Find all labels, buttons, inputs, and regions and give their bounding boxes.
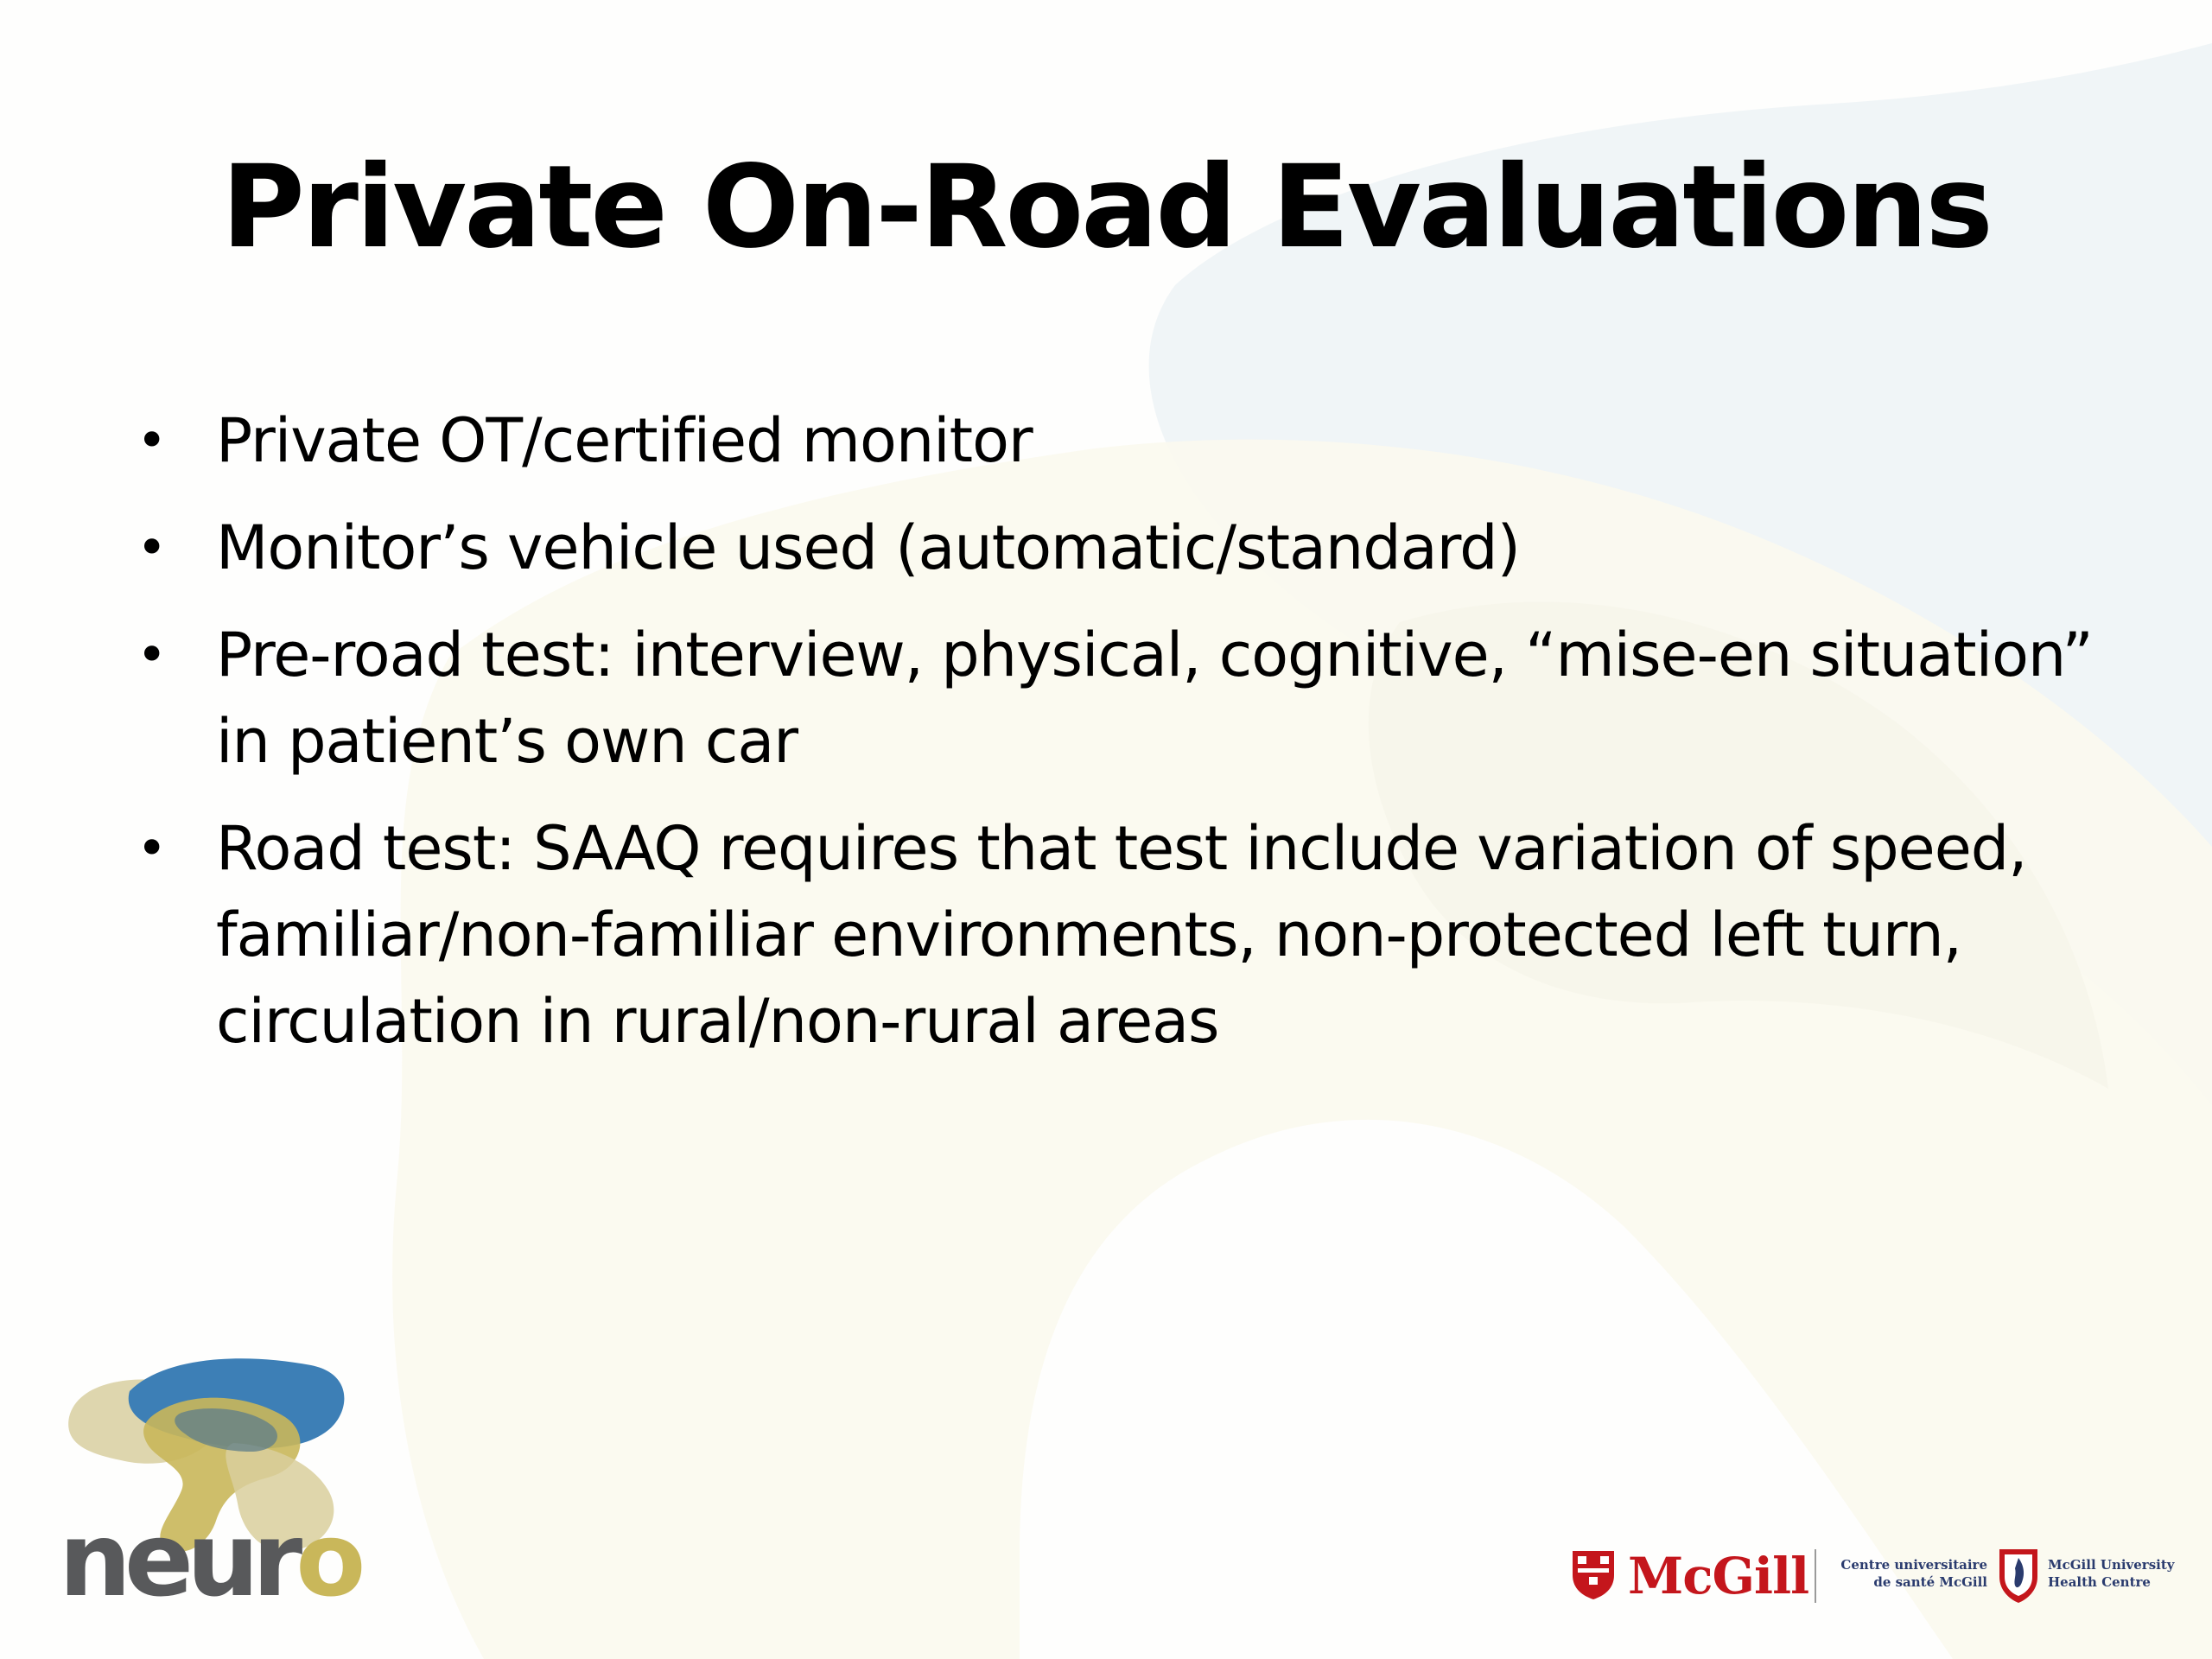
bullet-text: Pre-road test: interview, physical, cognitive, “mise-en situation” in patient’s own car bbox=[216, 620, 2093, 777]
mcgill-logos bbox=[1564, 1542, 2175, 1611]
muhc-emblem-icon bbox=[1996, 1546, 2041, 1605]
bullet-item bbox=[130, 805, 2100, 1065]
bullet-list bbox=[130, 397, 2100, 1085]
neuro-logo-text: neuro bbox=[59, 1500, 359, 1619]
logo-divider bbox=[1815, 1549, 1816, 1603]
bullet-text: Monitor’s vehicle used (automatic/standard) bbox=[216, 512, 1520, 583]
mcgill-shield-icon bbox=[1571, 1549, 1616, 1601]
bullet-item bbox=[130, 612, 2100, 785]
bullet-text: Road test: SAAQ requires that test include variation of speed, familiar/non-familiar environments, non-protected left turn, circulation in rural/non-rural areas bbox=[216, 813, 2027, 1057]
mcgill-wordmark: McGill bbox=[1628, 1547, 1809, 1605]
bullet-point-icon: • bbox=[137, 818, 167, 879]
bullet-text: Private OT/certified monitor bbox=[216, 405, 1033, 476]
bullet-point-icon: • bbox=[137, 625, 167, 685]
bullet-item bbox=[130, 505, 2100, 591]
slide-title: Private On-Road Evaluations bbox=[221, 141, 1991, 274]
muhc-french-name: Centre universitaire de santé McGill bbox=[1840, 1557, 1987, 1590]
bullet-point-icon: • bbox=[137, 410, 167, 471]
bullet-point-icon: • bbox=[137, 518, 167, 578]
bullet-item bbox=[130, 397, 2100, 484]
muhc-english-name: McGill University Health Centre bbox=[2048, 1557, 2175, 1590]
